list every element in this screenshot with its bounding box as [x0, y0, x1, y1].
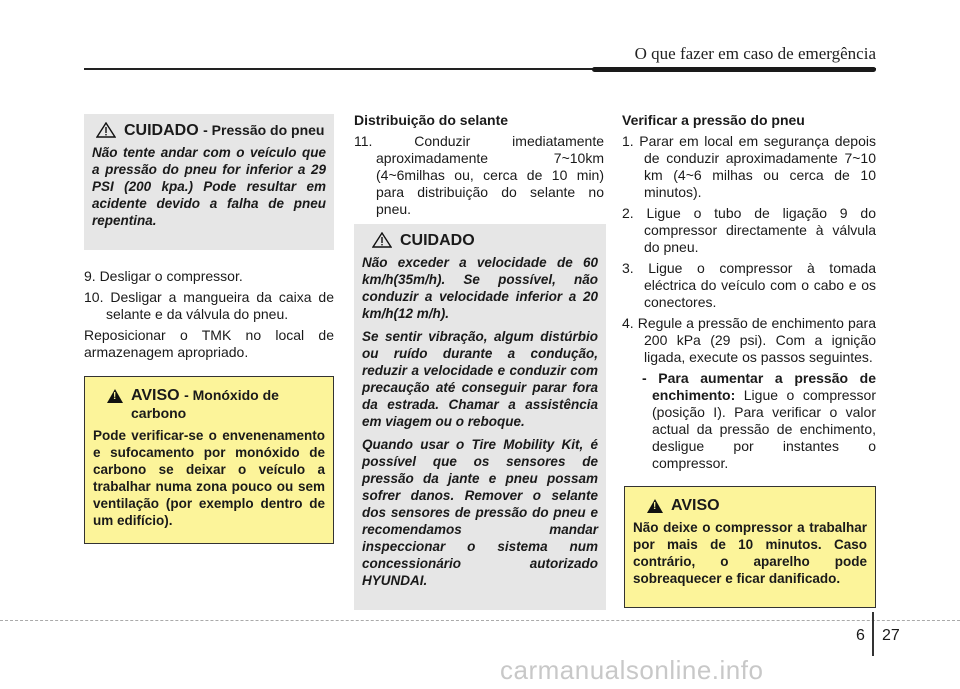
warning-icon	[647, 499, 663, 513]
column-left-text	[84, 268, 334, 365]
caution-paragraph-3: Quando usar o Tire Mobility Kit, é possível que os sensores de pressão da jante e pneu possam sofrer danos. Remover o selante dos sensores de pressão do pneu e recomendamos mandar inspeccionar o sistema num concessionário autorizado HYUNDAI.	[362, 437, 598, 588]
warning-subtitle: - Monóxido de carbono	[131, 387, 279, 421]
storage-paragraph: Reposicionar o TMK no local de armazenagem apropriado.	[84, 327, 334, 360]
warning-box-carbon-monoxide	[84, 376, 334, 544]
step-1: 1. Parar em local em segurança depois de conduzir aproximadamente 7~10 km (4~6 milhas ou cerca de 10 minutos).	[622, 133, 876, 200]
step-4: 4. Regule a pressão de enchimento para 200 kPa (29 psi). Com a ignição ligada, execute os passos seguintes.	[622, 315, 876, 365]
warning-body: Pode verificar-se o envenenamento e sufocamento por monóxido de carbono se deixar o veículo a trabalhar numa zona pouco ou sem ventilação (por exemplo dentro de um edifício).	[93, 428, 325, 528]
pressure-heading: Verificar a pressão do pneu	[622, 112, 805, 128]
step-10: 10. Desligar a mangueira da caixa de selante e da válvula do pneu.	[84, 289, 334, 322]
caution-icon	[96, 122, 116, 138]
step-2: 2. Ligue o tubo de ligação 9 do compressor directamente à válvula do pneu.	[622, 205, 876, 255]
caution-paragraph-1: Não exceder a velocidade de 60 km/h(35m/h). Se possível, não conduzir a velocidade inferior a 20 km/h(12 m/h).	[362, 255, 598, 321]
footer-dashed-line	[0, 620, 960, 621]
substep-bold: - Para aumentar a pressão de enchimento:	[642, 370, 876, 403]
header-accent-bar	[592, 67, 876, 72]
caution-box-speed	[354, 224, 606, 610]
selant-heading: Distribuição do selante	[354, 112, 509, 128]
step-11: 11. Conduzir imediatamente aproximadamente 7~10km (4~6milhas ou, cerca de 10 min) para distribuição do selante no pneu.	[354, 133, 604, 217]
caution-paragraph-2: Se sentir vibração, algum distúrbio ou ruído durante a condução, reduzir a velocidade e conduzir com precaução até conseguir parar fora da estrada. Chamar a assistência em viagem ou o reboque.	[362, 329, 598, 429]
chapter-number: 6	[856, 627, 865, 644]
caution-icon	[372, 232, 392, 248]
warning-body: Não deixe o compressor a trabalhar por mais de 10 minutos. Caso contrário, o aparelho pode sobreaquecer e ficar danificado.	[633, 520, 867, 586]
section-title: O que fazer em caso de emergência	[634, 44, 876, 63]
warning-box-compressor	[624, 486, 876, 608]
substep-text: Ligue o compressor (posição I). Para verificar o valor actual da pressão de enchimento, desligue por instantes o compressor.	[652, 387, 876, 471]
watermark: carmanualsonline.info	[500, 655, 764, 685]
footer-separator	[872, 612, 874, 656]
step-9: 9. Desligar o compressor.	[84, 268, 243, 284]
caution-subtitle: - Pressão do pneu	[203, 122, 325, 138]
caution-box-tire-pressure	[84, 114, 334, 250]
caution-title: CUIDADO	[124, 122, 199, 139]
page-number: 27	[882, 627, 900, 644]
step-3: 3. Ligue o compressor à tomada eléctrica do veículo com o cabo e os conectores.	[622, 260, 876, 310]
warning-title: AVISO	[671, 497, 720, 514]
warning-title: AVISO	[131, 387, 180, 404]
caution-body: Não tente andar com o veículo que a pressão do pneu for inferior a 29 PSI (200 kpa.) Pode resultar em acidente devido a falha de pneu repentina.	[92, 145, 326, 228]
caution-title: CUIDADO	[400, 232, 475, 249]
column-middle-text	[354, 112, 604, 222]
substep-increase	[622, 370, 876, 472]
column-right-text	[622, 112, 876, 476]
warning-icon	[107, 389, 123, 403]
